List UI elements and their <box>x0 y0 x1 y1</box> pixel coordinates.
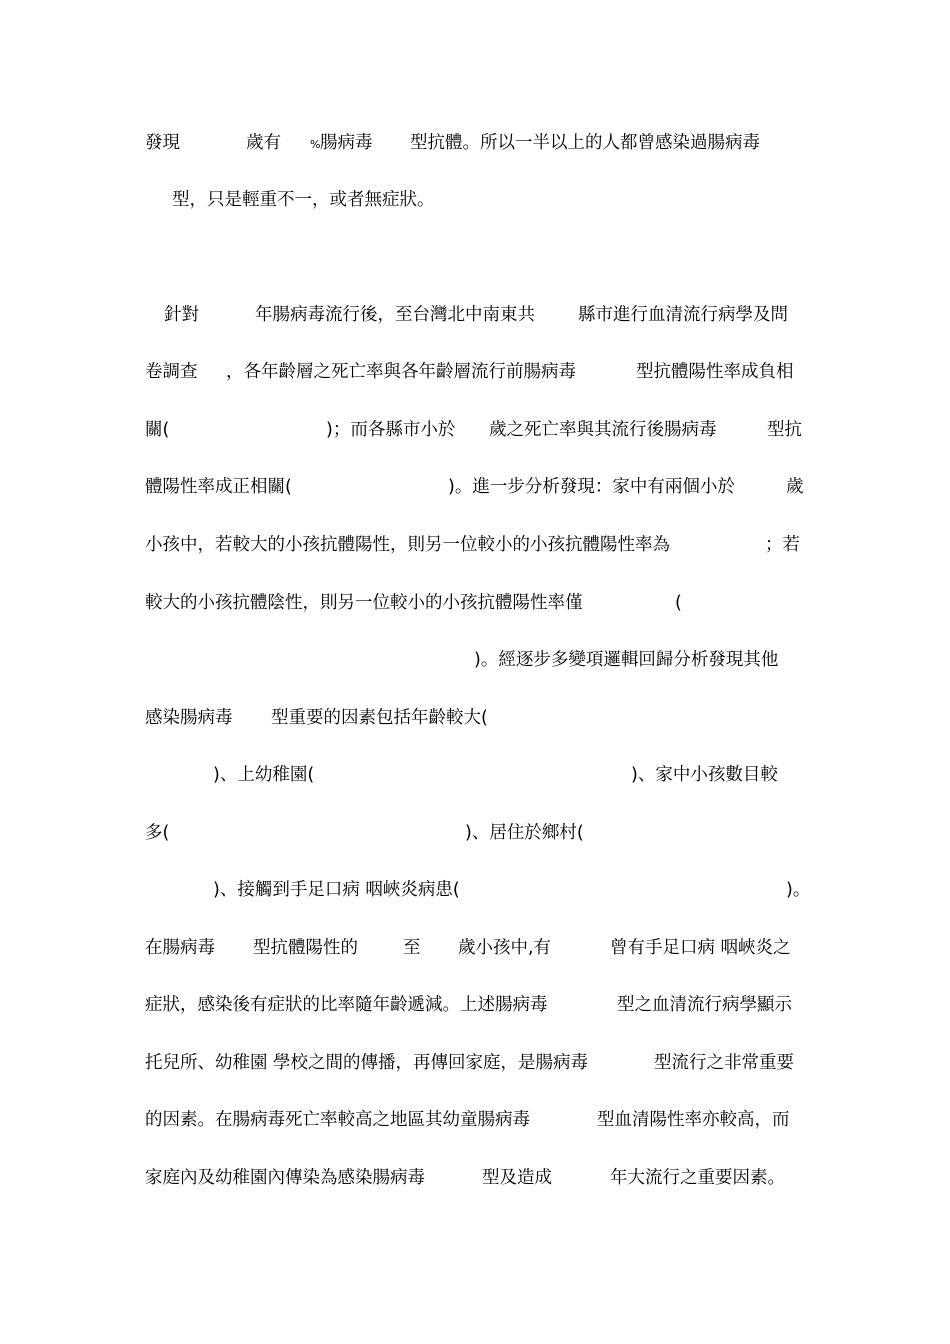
text-line <box>0 415 950 445</box>
text-segment: 年腸病毒流行後，至台灣北中南東共 <box>255 305 535 325</box>
text-segment: 卷調查 <box>145 362 198 382</box>
text-segment: )；而各縣市小於 <box>326 420 456 440</box>
text-line <box>0 128 950 158</box>
text-segment: 歲小孩中,有 <box>458 938 552 958</box>
text-segment: 的因素。在腸病毒死亡率較高之地區其幼童腸病毒 <box>145 1110 530 1130</box>
text-line <box>0 645 950 675</box>
text-segment: 發現 <box>145 133 180 153</box>
text-segment: 體陽性率成正相關( <box>145 477 292 497</box>
text-segment: )、家中小孩數目較 <box>631 765 778 785</box>
text-line <box>0 185 950 215</box>
text-segment: )。進一步分析發現：家中有兩個小於 <box>448 477 735 497</box>
text-segment: )。經逐步多變項邏輯回歸分析發現其他 <box>474 650 779 670</box>
text-segment: )、接觸到手足口病 咽峽炎病患( <box>213 880 460 900</box>
text-line <box>0 1105 950 1135</box>
text-segment: 型抗體陽性的 <box>253 938 358 958</box>
text-segment: 關( <box>145 420 170 440</box>
text-segment: 小孩中，若較大的小孩抗體陽性，則另一位較小的小孩抗體陽性率為 <box>145 535 670 555</box>
text-segment: 歲 <box>786 477 804 497</box>
text-segment: 型重要的因素包括年齡較大( <box>271 708 488 728</box>
text-line <box>0 530 950 560</box>
text-segment: 型流行之非常重要 <box>654 1053 794 1073</box>
text-line <box>0 933 950 963</box>
text-segment: 在腸病毒 <box>145 938 215 958</box>
text-segment: ；若 <box>765 535 800 555</box>
text-segment: 較大的小孩抗體陰性，則另一位較小的小孩抗體陽性率僅 <box>145 593 583 613</box>
percent-sign: % <box>310 138 321 151</box>
text-line <box>0 588 950 618</box>
text-line <box>0 703 950 733</box>
text-segment: )、居住於鄉村( <box>465 823 584 843</box>
text-line <box>0 1048 950 1078</box>
text-segment: 型之血清流行病學顯示 <box>617 995 792 1015</box>
text-segment: 曾有手足口病 咽峽炎之 <box>610 938 791 958</box>
text-segment: 年大流行之重要因素。 <box>610 1168 785 1188</box>
text-line <box>0 357 950 387</box>
text-segment: 托兒所、幼稚園 學校之間的傳播，再傳回家庭，是腸病毒 <box>145 1053 589 1073</box>
text-segment: 多( <box>145 823 170 843</box>
text-segment: 感染腸病毒 <box>145 708 233 728</box>
text-line <box>0 990 950 1020</box>
text-line <box>0 1163 950 1193</box>
text-segment: 針對 <box>164 305 199 325</box>
text-line <box>0 472 950 502</box>
text-line <box>0 875 950 905</box>
text-segment: 型及造成 <box>482 1168 552 1188</box>
text-line <box>0 760 950 790</box>
text-segment: )、上幼稚園( <box>213 765 315 785</box>
text-segment: 歲有 <box>246 133 281 153</box>
text-segment: 型，只是輕重不一，或者無症狀。 <box>172 190 435 210</box>
text-segment: 症狀，感染後有症狀的比率隨年齡遞減。上述腸病毒 <box>145 995 548 1015</box>
text-segment: )。 <box>786 880 811 900</box>
text-line <box>0 818 950 848</box>
text-line <box>0 300 950 330</box>
text-segment: ( <box>675 593 682 613</box>
text-segment: 型抗 <box>767 420 802 440</box>
text-segment: 型血清陽性率亦較高，而 <box>597 1110 790 1130</box>
text-segment: 型抗體陽性率成負相 <box>636 362 794 382</box>
text-segment: 至 <box>403 938 421 958</box>
text-segment: 歲之死亡率與其流行後腸病毒 <box>489 420 717 440</box>
text-segment: 腸病毒 <box>320 133 373 153</box>
text-segment: 型抗體。所以一半以上的人都曾感染過腸病毒 <box>410 133 760 153</box>
text-segment: 縣市進行血清流行病學及問 <box>578 305 788 325</box>
text-segment: 家庭內及幼稚園內傳染為感染腸病毒 <box>145 1168 425 1188</box>
text-segment: ，各年齡層之死亡率與各年齡層流行前腸病毒 <box>226 362 576 382</box>
